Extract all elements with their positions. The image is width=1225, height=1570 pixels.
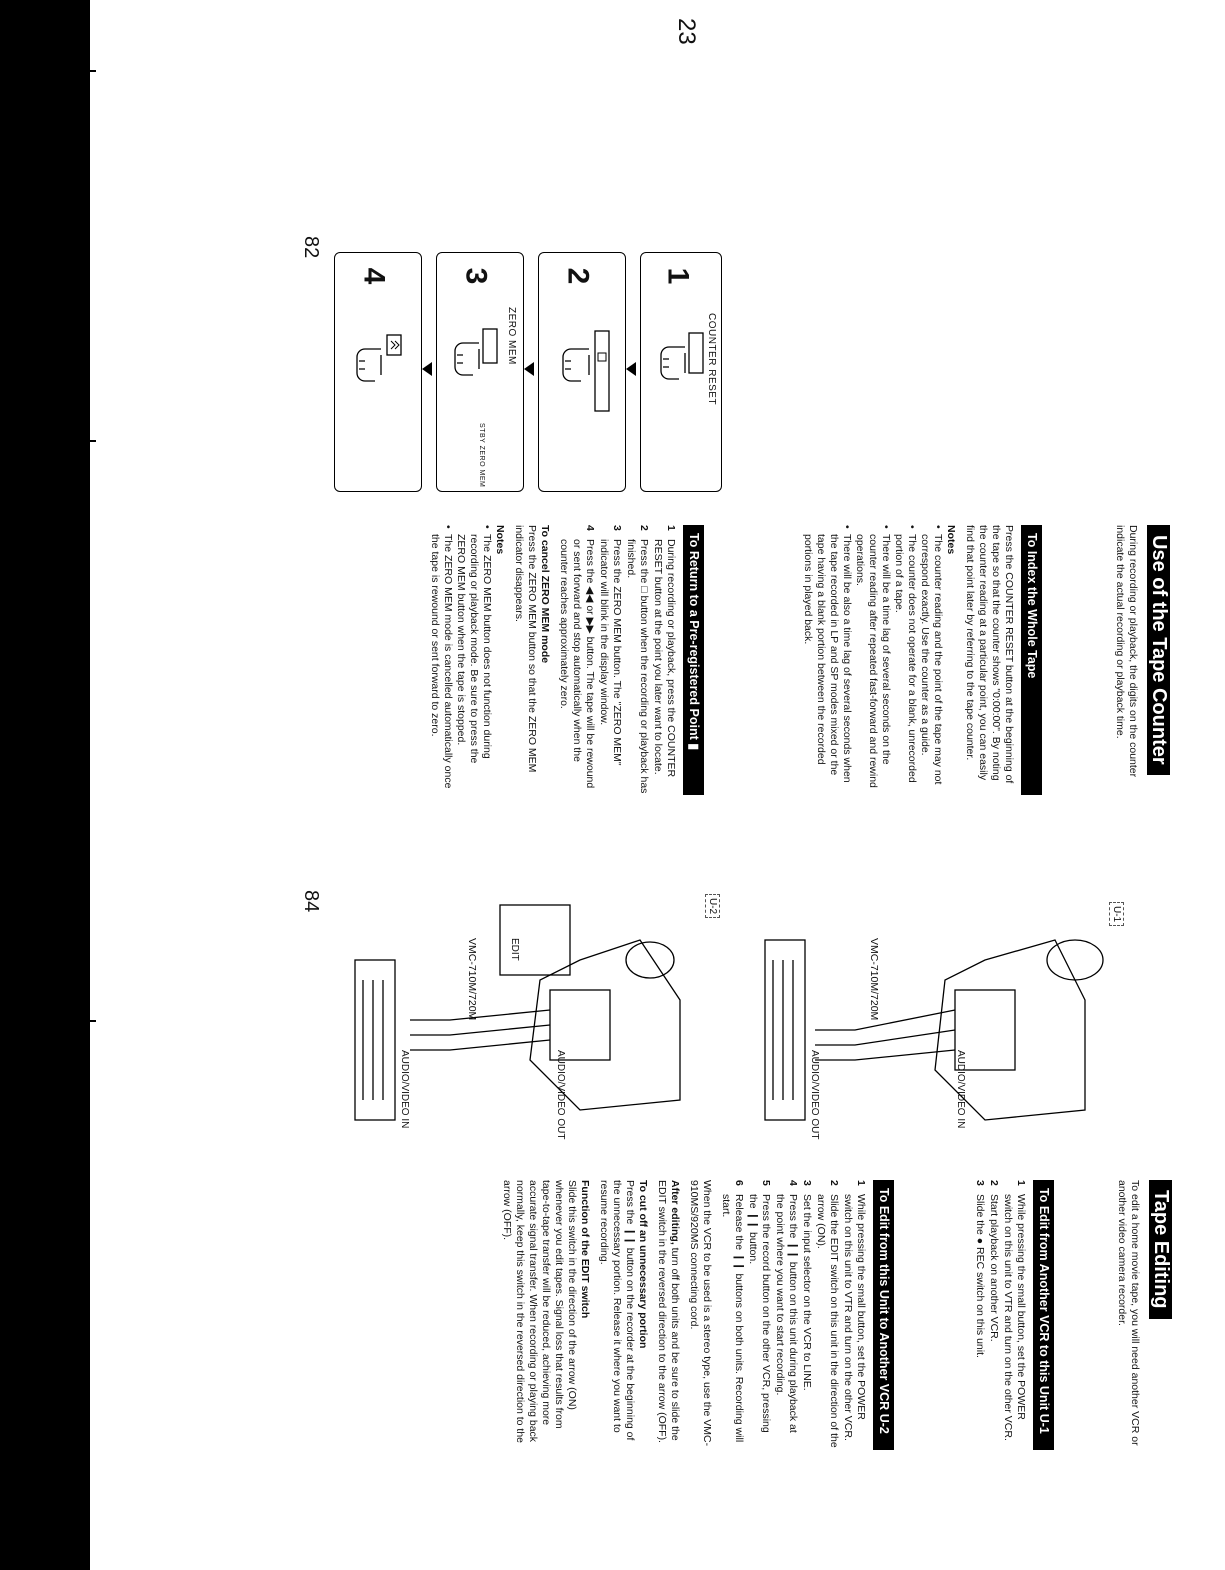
return-block bbox=[424, 525, 710, 795]
u2-in-label: AUDIO/VIDEO IN bbox=[399, 1050, 410, 1129]
step-item bbox=[746, 1180, 772, 1450]
note-item: • The ZERO MEM mode is cancelled automatically once the tape is rewound or sent forward to zero. bbox=[428, 525, 454, 795]
editing-intro: To edit a home movie tape, you will need another VCR or another video camera recorder. bbox=[1116, 1180, 1141, 1446]
to-other-steps bbox=[719, 1180, 867, 1450]
step-text: Start playback on another VCR. bbox=[988, 1194, 1000, 1342]
step-text: Press the ZERO MEM button. The "ZERO MEM" indicator will blink in the display window. bbox=[598, 539, 623, 766]
step-box-3 bbox=[436, 252, 524, 492]
step-number: 2 bbox=[828, 1180, 840, 1186]
cancel-heading: To cancel ZERO MEM mode bbox=[539, 525, 551, 664]
step-item bbox=[597, 525, 623, 795]
note-item: • The counter does not operate for a blank, unrecorded portion of a tape. bbox=[892, 525, 918, 795]
binding-strip bbox=[0, 0, 90, 1570]
u2-edit-label: EDIT bbox=[509, 938, 520, 961]
step-box-4 bbox=[334, 252, 422, 492]
zero-mem-label: ZERO MEM bbox=[506, 307, 517, 365]
return-heading bbox=[683, 525, 704, 795]
step-number: 4 bbox=[787, 1180, 799, 1186]
step-number: 6 bbox=[733, 1180, 745, 1186]
return-heading-badge: ▮ bbox=[687, 743, 701, 751]
display-window-text: STBY ZERO MEM bbox=[478, 423, 485, 488]
return-heading-text: To Return to a Pre-registered Point bbox=[687, 533, 701, 740]
page-number-right: 84 bbox=[300, 890, 322, 913]
step-text: During recording or playback, press the COUNTER RESET button at the point you later want to locate. bbox=[652, 539, 677, 778]
u1-tag: U-1 bbox=[1109, 902, 1124, 926]
edit-from-other-block bbox=[967, 1180, 1060, 1450]
step-number: 2 bbox=[638, 525, 650, 531]
step-item bbox=[624, 525, 650, 795]
step-number: 4 bbox=[584, 525, 596, 531]
binding-mark bbox=[82, 1020, 96, 1022]
note-item: • The counter reading and the point of the tape may not correspond exactly. Use the counter as a guide. bbox=[918, 525, 944, 795]
to-other-heading bbox=[873, 1180, 894, 1450]
step-item bbox=[719, 1180, 745, 1450]
func-body: Slide this switch in the direction of the arrow (ON) whenever you edit tapes. Signal loss that results from tape-to-tape transfer will be reduced, achieving more accurate signal transfer. When recording or playing back normally, keep this switch in the reversed direction to the arrow (OFF). bbox=[501, 1180, 578, 1444]
u1-out-label: AUDIO/VIDEO OUT bbox=[809, 1050, 820, 1140]
step-item bbox=[973, 1180, 986, 1450]
flow-arrow-icon bbox=[626, 362, 636, 376]
step-item bbox=[651, 525, 677, 795]
tape-editing-section bbox=[1109, 1180, 1172, 1540]
flow-arrow-icon bbox=[524, 362, 534, 376]
note-item: • There will be also a time lag of several seconds when the tape recorded in LP and SP modes mixed or the tape having a blank portion between the recorded portions in played back. bbox=[801, 525, 853, 795]
cut-heading: To cut off an unnecessary portion bbox=[637, 1180, 649, 1349]
after-editing-lead: After editing, bbox=[669, 1180, 681, 1245]
step-number: 1 bbox=[1015, 1180, 1027, 1186]
stop-button-icon bbox=[549, 313, 617, 423]
rewind-button-icon bbox=[343, 313, 411, 413]
u1-model-label: VMC-710M/720M bbox=[868, 938, 880, 1021]
flow-arrow-icon bbox=[422, 362, 432, 376]
step-text: Set the input selector on the VCR to LINE. bbox=[801, 1194, 813, 1391]
from-other-heading bbox=[1033, 1180, 1054, 1450]
step-figure-number: 4 bbox=[357, 267, 391, 285]
step-item bbox=[557, 525, 596, 795]
editing-title: Tape Editing bbox=[1149, 1180, 1172, 1319]
u1-in-label: AUDIO/VIDEO IN bbox=[955, 1050, 966, 1129]
u2-model-label: VMC-710M/720M bbox=[466, 938, 478, 1021]
page-number-left: 82 bbox=[300, 236, 322, 259]
notes-heading: Notes bbox=[945, 525, 957, 555]
step-number: 2 bbox=[988, 1180, 1000, 1186]
index-block bbox=[797, 525, 1048, 795]
step-number: 5 bbox=[760, 1180, 772, 1186]
note-item: • There will be a time lag of several seconds on the counter reading after repeated fast-forward and rewind operations. bbox=[853, 525, 892, 795]
binding-mark bbox=[82, 70, 96, 72]
func-heading: Function of the EDIT switch bbox=[579, 1180, 591, 1319]
step-figure-number: 2 bbox=[561, 267, 595, 285]
stereo-note: When the VCR to be used is a stereo type, use the VMC-910MS/920MS connecting cord. bbox=[688, 1180, 713, 1447]
step-text: While pressing the small button, set the POWER switch on this unit to VTR and turn on the other VCR. bbox=[1002, 1194, 1027, 1441]
step-item bbox=[773, 1180, 799, 1450]
from-other-heading-text: To Edit from Another VCR to this Unit bbox=[1037, 1188, 1051, 1411]
section-title: Use of the Tape Counter bbox=[1147, 525, 1170, 775]
hand-press-icon bbox=[445, 309, 509, 409]
step-number: 3 bbox=[974, 1180, 986, 1186]
to-other-heading-text: To Edit from this Unit to Another VCR bbox=[877, 1188, 891, 1411]
return-notes bbox=[428, 525, 493, 795]
step-text: Slide the ● REC switch on this unit. bbox=[974, 1194, 986, 1358]
counter-reset-label: COUNTER RESET bbox=[706, 313, 717, 406]
to-other-badge: U-2 bbox=[877, 1413, 891, 1434]
step-item bbox=[800, 1180, 813, 1450]
edit-to-other-block bbox=[494, 1180, 900, 1450]
step-figure-number: 1 bbox=[661, 267, 695, 285]
intro-text: During recording or playback, the digits on the counter indicate the actual recording or playback time. bbox=[1114, 525, 1139, 778]
step-number: 1 bbox=[855, 1180, 867, 1186]
page-number-top: 23 bbox=[673, 18, 700, 45]
step-text: Press the record button on the other VCR, pressing the ❙❙ button. bbox=[747, 1194, 772, 1433]
step-number: 1 bbox=[665, 525, 677, 531]
u2-tag: U-2 bbox=[705, 894, 720, 918]
u2-out-label: AUDIO/VIDEO OUT bbox=[555, 1050, 566, 1140]
hand-press-icon bbox=[649, 313, 713, 423]
step-text: Press the ❙❙ button on this unit during playback at the point where you want to start recording. bbox=[774, 1194, 799, 1433]
cancel-body: Press the ZERO MEM button so that the ZERO MEM indicator disappears. bbox=[513, 525, 538, 773]
step-text: Press the ◀◀ or ▶▶ button. The tape will be rewound or sent forward and stop automatically when the counter reaches approximately zero. bbox=[558, 539, 596, 789]
after-editing-body: turn off both units and be sure to slide the EDIT switch in the reversed direction to the arrow (OFF). bbox=[656, 1180, 681, 1443]
from-other-steps bbox=[973, 1180, 1027, 1450]
step-text: Press the □ button when the recording or playback has finished. bbox=[625, 539, 650, 794]
after-editing bbox=[655, 1180, 681, 1450]
notes-heading: Notes bbox=[494, 525, 506, 555]
step-item bbox=[987, 1180, 1000, 1450]
step-box-1 bbox=[640, 252, 722, 492]
step-figure-number: 3 bbox=[459, 267, 493, 285]
step-text: Slide the EDIT switch on this unit in the direction of the arrow (ON). bbox=[815, 1194, 840, 1448]
index-body: Press the COUNTER RESET button at the beginning of the tape so that the counter shows "0:00:00". By noting the counter reading at a particular point, you can easily find that point later by referring to the tape counter. bbox=[964, 525, 1015, 784]
index-heading: To Index the Whole Tape bbox=[1021, 525, 1042, 795]
step-text: While pressing the small button, set the POWER switch on this unit to VTR and turn on the other VCR. bbox=[842, 1194, 867, 1441]
step-item bbox=[814, 1180, 840, 1450]
cut-body: Press the ❙❙ button on the recorder at the beginning of the unnecessary portion. Release it where you want to resume recording. bbox=[598, 1180, 636, 1441]
step-number: 3 bbox=[801, 1180, 813, 1186]
index-notes bbox=[801, 525, 944, 795]
return-steps bbox=[557, 525, 677, 795]
step-box-2 bbox=[538, 252, 626, 492]
step-number: 3 bbox=[611, 525, 623, 531]
step-text: Release the ❙❙ buttons on both units. Recording will start. bbox=[720, 1194, 745, 1443]
from-other-badge: U-1 bbox=[1037, 1413, 1051, 1434]
step-item bbox=[841, 1180, 867, 1450]
step-item bbox=[1001, 1180, 1027, 1450]
note-item: • The ZERO MEM button does not function during recording or playback mode. Be sure to press the ZERO MEM button when the tape is stopped. bbox=[454, 525, 493, 795]
binding-mark bbox=[82, 440, 96, 442]
